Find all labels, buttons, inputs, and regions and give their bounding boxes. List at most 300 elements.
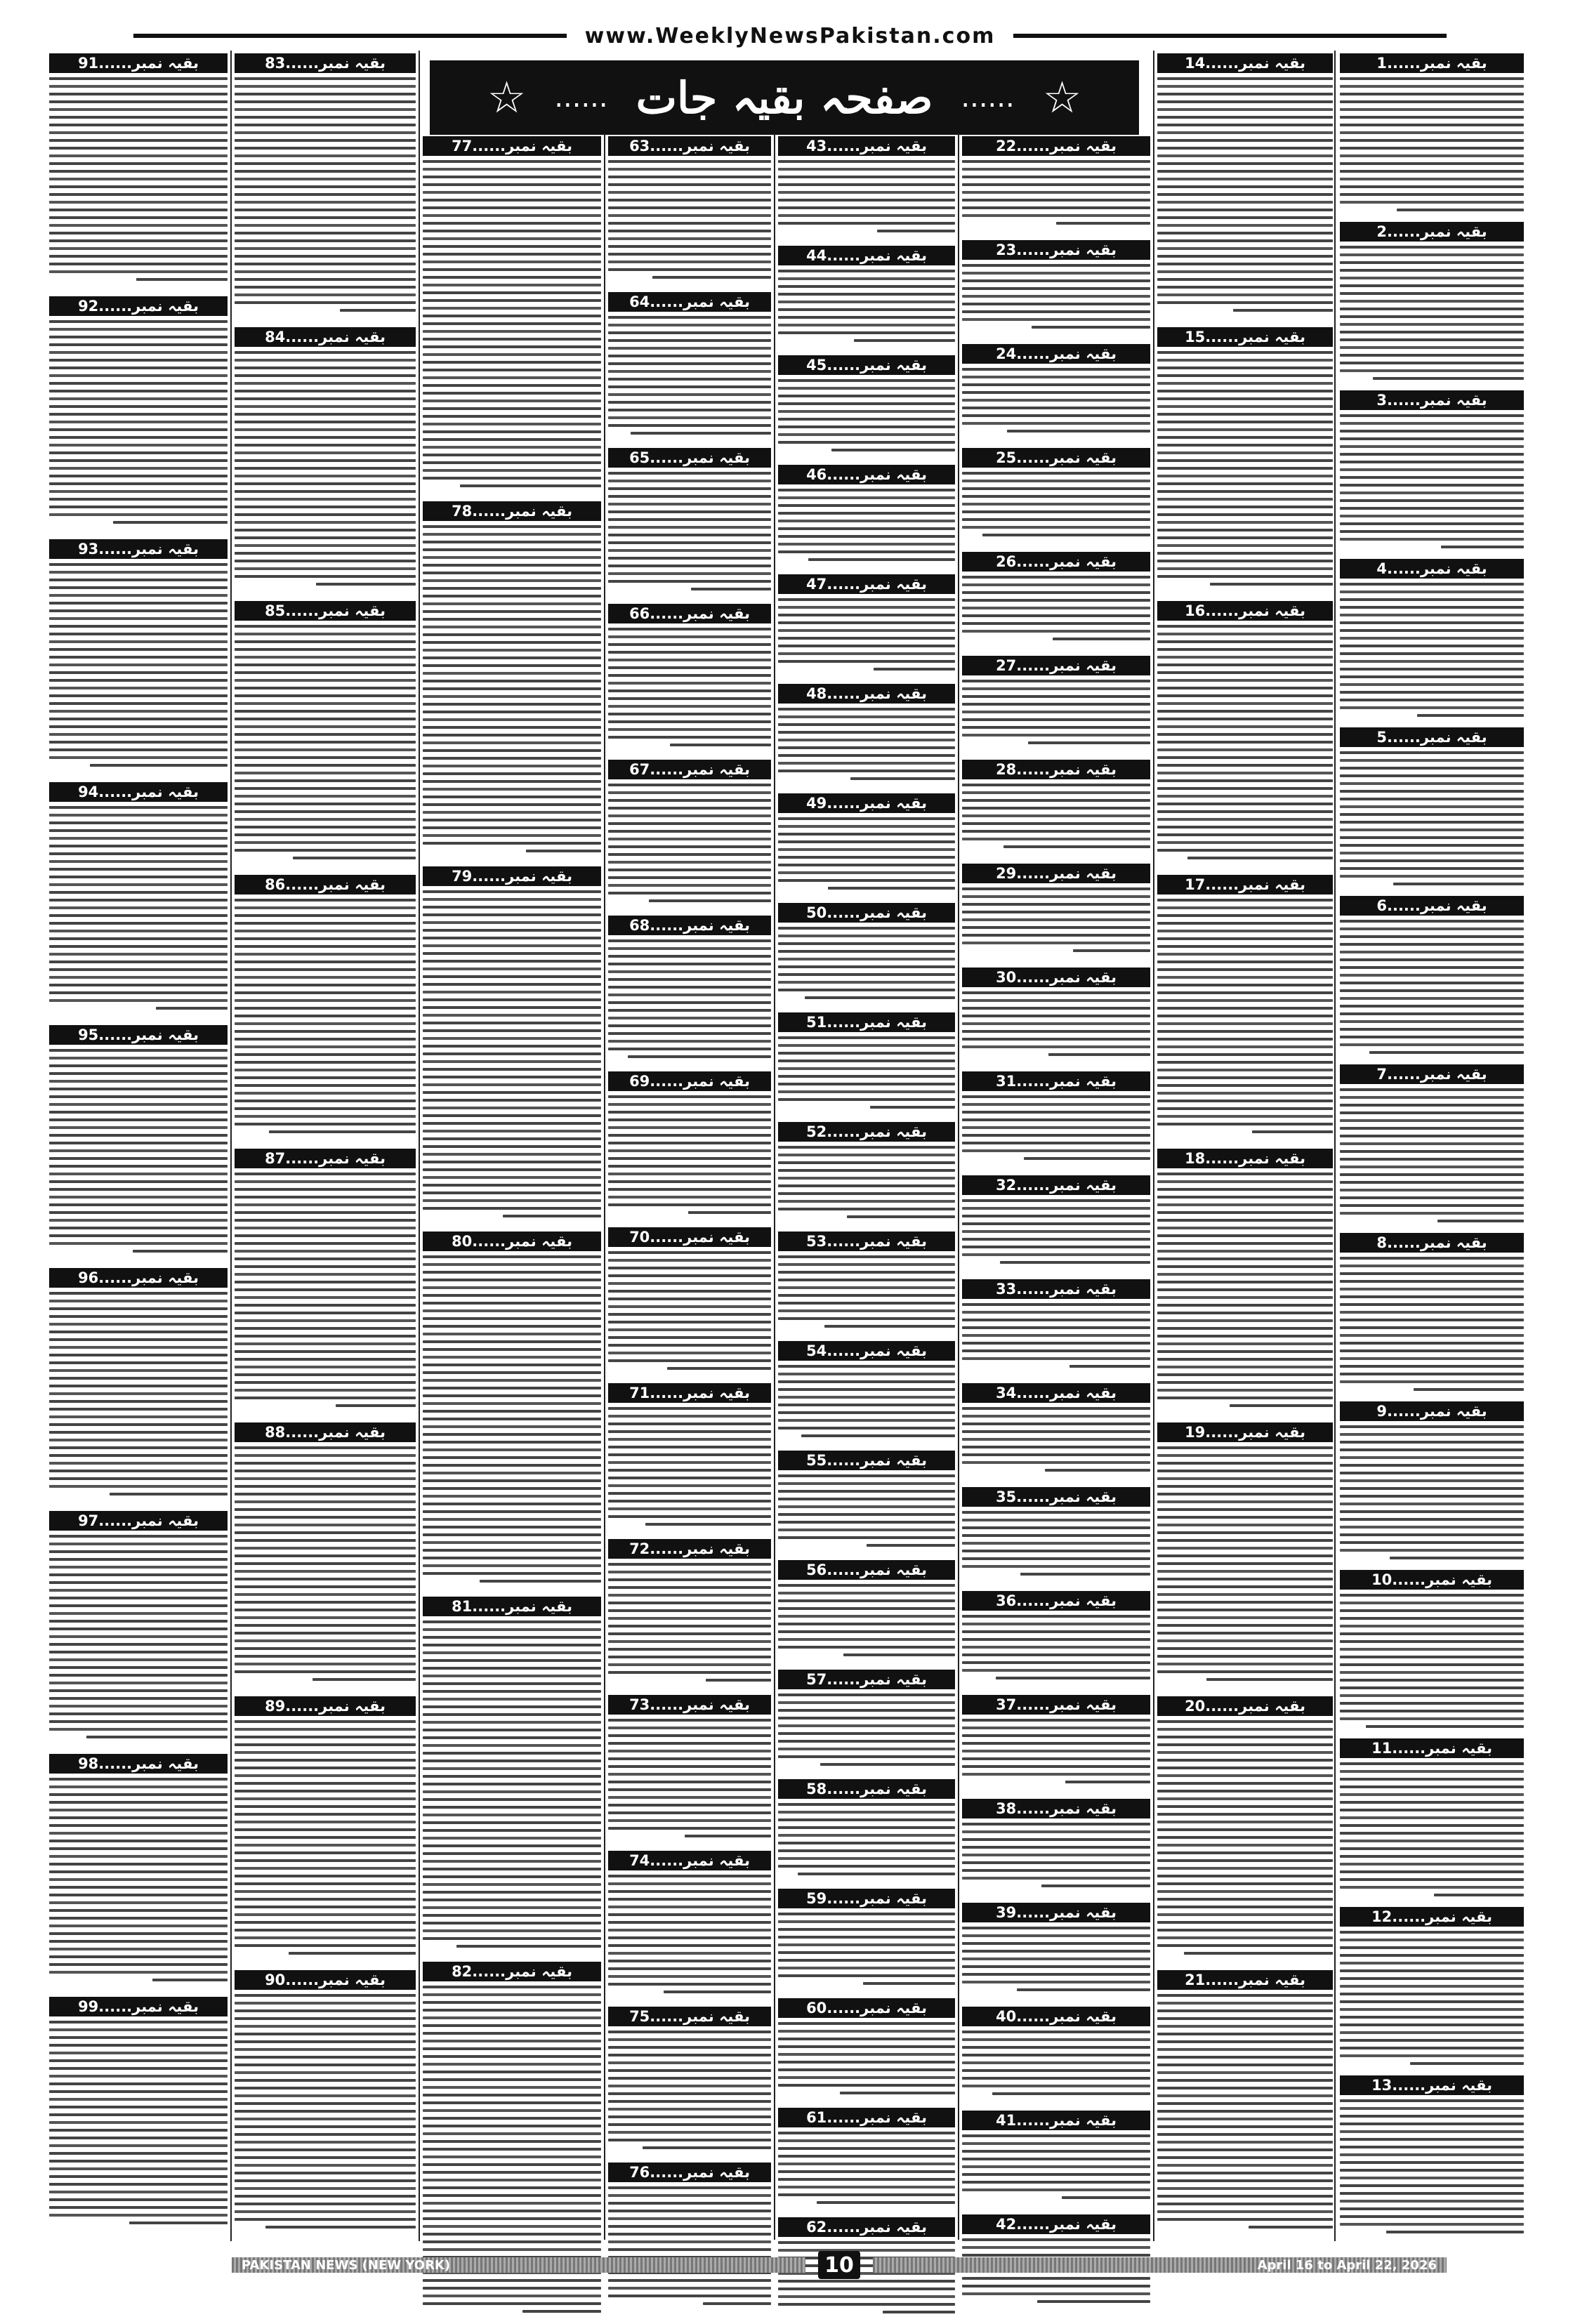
text-line	[608, 2194, 771, 2197]
text-line	[1340, 1096, 1524, 1099]
article-body-text	[962, 1511, 1150, 1576]
continuation-label: بقیہ نمبر......31	[962, 1071, 1150, 1091]
text-line	[608, 799, 771, 802]
text-line	[49, 1292, 228, 1295]
text-line	[778, 206, 955, 209]
text-line	[1340, 1977, 1524, 1980]
text-line	[962, 695, 1150, 698]
text-line	[49, 405, 228, 408]
text-line	[608, 378, 771, 381]
text-line	[235, 787, 416, 790]
text-line	[423, 2055, 601, 2058]
continuation-label: بقیہ نمبر......54	[778, 1341, 955, 1361]
page-number: 10	[818, 2251, 860, 2279]
text-line	[962, 814, 1150, 817]
text-line	[608, 495, 771, 498]
text-line	[778, 1309, 955, 1312]
text-line	[49, 1894, 228, 1896]
text-line	[423, 1821, 601, 1824]
text-line	[49, 1203, 228, 1206]
text-line	[423, 703, 601, 706]
text-line	[1157, 1296, 1333, 1299]
text-line	[608, 1906, 771, 1908]
text-line	[778, 950, 955, 953]
text-line	[235, 1736, 416, 1738]
text-line	[962, 703, 1150, 706]
text-line	[235, 1373, 416, 1376]
text-line	[49, 2121, 228, 2124]
text-line	[1157, 1944, 1333, 1947]
continuation-label: بقیہ نمبر......34	[962, 1383, 1150, 1403]
text-line	[778, 2280, 955, 2283]
continuation-label: بقیہ نمبر......69	[608, 1071, 771, 1091]
continuation-block	[1157, 1967, 1333, 2241]
text-line	[235, 725, 416, 728]
text-line	[423, 1736, 601, 1739]
text-line	[1340, 2153, 1524, 2156]
continuation-block	[1157, 872, 1333, 1146]
text-line	[778, 660, 955, 663]
text-line	[778, 1192, 955, 1195]
text-line	[962, 1965, 1150, 1968]
article-body-text	[49, 563, 228, 767]
column-rule	[419, 51, 420, 2241]
text-line	[49, 1778, 228, 1781]
text-line	[778, 496, 955, 499]
text-line	[423, 1052, 601, 1055]
continuation-label: بقیہ نمبر......7	[1340, 1064, 1524, 1084]
text-line	[608, 1882, 771, 1885]
text-line	[235, 1882, 416, 1885]
website-url[interactable]: www.WeeklyNewsPakistan.com	[584, 23, 996, 48]
text-line	[962, 1957, 1150, 1960]
article-body-text	[49, 1535, 228, 1738]
text-line	[608, 416, 771, 419]
text-line	[1157, 2187, 1333, 2190]
text-line	[423, 2071, 601, 2073]
text-line	[962, 407, 1150, 409]
text-line	[706, 1679, 771, 1682]
continuation-label: بقیہ نمبر......96	[49, 1268, 228, 1288]
text-line	[608, 1484, 771, 1487]
text-line	[1157, 899, 1333, 902]
text-line	[1157, 1805, 1333, 1808]
text-line	[608, 1563, 771, 1566]
text-line	[608, 713, 771, 715]
text-line	[1340, 1357, 1524, 1360]
text-line	[608, 1477, 771, 1479]
text-line	[423, 1698, 601, 1701]
continuation-block	[608, 1380, 771, 1536]
text-line	[778, 1490, 955, 1493]
text-line	[608, 659, 771, 661]
text-line	[423, 1263, 601, 1266]
text-line	[136, 278, 228, 281]
text-line	[778, 191, 955, 194]
text-line	[423, 1628, 601, 1631]
text-line	[608, 876, 771, 879]
text-line	[608, 1274, 771, 1277]
text-line	[113, 521, 228, 524]
text-line	[608, 541, 771, 544]
text-line	[962, 1823, 1150, 1825]
text-line	[235, 270, 416, 273]
text-line	[608, 697, 771, 700]
text-line	[1340, 1809, 1524, 1811]
text-line	[49, 725, 228, 728]
text-line	[962, 2181, 1150, 2184]
text-line	[608, 1975, 771, 1978]
text-line	[1157, 1397, 1333, 1399]
text-line	[423, 1122, 601, 1125]
text-line	[129, 2221, 228, 2224]
continuation-label: بقیہ نمبر......78	[423, 501, 601, 521]
text-line	[778, 864, 955, 866]
text-line	[778, 2076, 955, 2079]
text-line	[778, 176, 955, 178]
continuation-label: بقیہ نمبر......26	[962, 552, 1150, 572]
text-line	[962, 279, 1150, 282]
text-line	[235, 2210, 416, 2213]
text-line	[235, 1462, 416, 1465]
text-line	[962, 206, 1150, 209]
text-line	[1157, 1477, 1333, 1480]
text-line	[110, 1493, 228, 1496]
text-line	[608, 2054, 771, 2056]
text-line	[1157, 849, 1333, 852]
text-line	[235, 748, 416, 751]
article-body-text	[962, 1095, 1150, 1160]
text-line	[608, 2031, 771, 2033]
text-line	[1157, 2203, 1333, 2205]
text-line	[423, 649, 601, 652]
text-line	[503, 1215, 601, 1217]
text-line	[423, 2202, 601, 2205]
continuation-label: بقیہ نمبر......60	[778, 1998, 955, 2018]
text-line	[1340, 2122, 1524, 2125]
text-line	[962, 1342, 1150, 1345]
text-line	[1157, 263, 1333, 265]
text-line	[235, 930, 416, 932]
text-line	[778, 645, 955, 647]
text-line	[608, 1359, 771, 1362]
text-line	[778, 433, 955, 436]
text-line	[423, 1364, 601, 1366]
continuation-block	[778, 681, 955, 791]
text-line	[962, 1134, 1150, 1137]
column-2	[1157, 51, 1333, 2241]
text-line	[235, 1921, 416, 1924]
text-line	[423, 741, 601, 744]
text-line	[608, 1259, 771, 1262]
text-line	[1340, 1878, 1524, 1881]
text-line	[235, 2017, 416, 2020]
article-body-text	[962, 1303, 1150, 1368]
text-line	[962, 1765, 1150, 1768]
text-line	[423, 641, 601, 644]
text-line	[1157, 671, 1333, 674]
text-line	[778, 1959, 955, 1962]
article-body-text	[962, 1719, 1150, 1783]
continuation-block	[423, 1229, 601, 1594]
text-line	[608, 199, 771, 202]
article-body-text	[235, 351, 416, 586]
continuation-block	[608, 1848, 771, 2004]
text-line	[235, 1663, 416, 1665]
text-line	[1157, 968, 1333, 971]
text-line	[235, 922, 416, 925]
text-line	[49, 1188, 228, 1191]
text-line	[1157, 945, 1333, 948]
text-line	[1340, 1036, 1524, 1038]
text-line	[608, 1936, 771, 1939]
text-line	[423, 765, 601, 767]
text-line	[608, 2069, 771, 2072]
text-line	[962, 2142, 1150, 2145]
text-line	[1157, 914, 1333, 917]
text-line	[778, 746, 955, 749]
article-body-text	[49, 1778, 228, 1981]
text-line	[235, 1038, 416, 1041]
text-line	[1003, 845, 1150, 848]
text-line	[49, 876, 228, 878]
text-line	[962, 2038, 1150, 2041]
text-line	[1340, 124, 1524, 126]
text-line	[423, 1495, 601, 1498]
text-line	[877, 230, 955, 232]
text-line	[1340, 422, 1524, 425]
text-line	[778, 817, 955, 820]
continuation-label: بقیہ نمبر......21	[1157, 1970, 1333, 1990]
text-line	[1157, 2148, 1333, 2151]
text-line	[1157, 521, 1333, 524]
text-line	[1157, 2094, 1333, 2097]
text-line	[608, 1336, 771, 1339]
text-line	[778, 160, 955, 163]
text-line	[688, 1211, 771, 1214]
text-line	[962, 1742, 1150, 1745]
text-line	[49, 397, 228, 400]
text-line	[49, 899, 228, 902]
text-line	[1157, 999, 1333, 1002]
text-line	[667, 1367, 771, 1370]
text-line	[235, 2125, 416, 2128]
text-line	[778, 1748, 955, 1750]
text-line	[90, 764, 228, 767]
text-line	[608, 1180, 771, 1183]
text-line	[608, 1048, 771, 1050]
text-line	[49, 2059, 228, 2062]
text-line	[423, 2016, 601, 2019]
text-line	[1340, 1433, 1524, 1436]
text-line	[962, 1045, 1150, 1048]
continuation-label: بقیہ نمبر......17	[1157, 875, 1333, 894]
text-line	[423, 1541, 601, 1544]
text-line	[1340, 782, 1524, 785]
text-line	[1157, 663, 1333, 666]
text-line	[962, 1111, 1150, 1114]
text-line	[235, 833, 416, 836]
text-line	[49, 1103, 228, 1106]
text-line	[1157, 2164, 1333, 2167]
text-line	[423, 757, 601, 760]
article-body-text	[608, 1095, 771, 1214]
masthead-rule-right	[1013, 34, 1447, 38]
continuation-label: بقیہ نمبر......55	[778, 1451, 955, 1470]
text-line	[608, 2061, 771, 2064]
text-line	[1157, 1774, 1333, 1777]
text-line	[1340, 354, 1524, 357]
text-line	[49, 1878, 228, 1881]
continuation-block	[608, 133, 771, 289]
text-line	[1157, 1790, 1333, 1792]
continuation-block	[962, 861, 1150, 965]
text-line	[1157, 640, 1333, 643]
text-line	[423, 1317, 601, 1320]
continuation-label: بقیہ نمبر......28	[962, 760, 1150, 779]
text-line	[1340, 1303, 1524, 1306]
text-line	[49, 178, 228, 180]
text-line	[962, 1142, 1150, 1144]
text-line	[235, 702, 416, 705]
text-line	[235, 1616, 416, 1619]
text-line	[608, 1422, 771, 1425]
text-line	[235, 1875, 416, 1877]
text-line	[49, 1446, 228, 1449]
text-line	[1157, 490, 1333, 493]
text-line	[778, 723, 955, 726]
text-line	[608, 978, 771, 981]
text-line	[778, 1967, 955, 1969]
text-line	[608, 807, 771, 810]
text-line	[235, 756, 416, 759]
text-line	[423, 253, 601, 256]
text-line	[235, 1061, 416, 1064]
text-line	[423, 415, 601, 418]
text-line	[1340, 1280, 1524, 1283]
text-line	[49, 1535, 228, 1538]
text-line	[49, 640, 228, 643]
text-line	[49, 2144, 228, 2147]
article-body-text	[778, 2132, 955, 2204]
continuation-block	[962, 1173, 1150, 1276]
text-line	[1157, 1562, 1333, 1565]
text-line	[235, 100, 416, 103]
text-line	[1340, 943, 1524, 946]
text-line	[1157, 421, 1333, 423]
text-line	[423, 446, 601, 449]
text-line	[235, 1562, 416, 1565]
text-line	[1157, 1828, 1333, 1831]
text-line	[49, 1643, 228, 1646]
text-line	[608, 2210, 771, 2212]
text-line	[962, 999, 1150, 1002]
text-line	[608, 1305, 771, 1308]
text-line	[962, 718, 1150, 721]
text-line	[1340, 1104, 1524, 1107]
text-line	[1157, 1539, 1333, 1542]
continuation-label: بقیہ نمبر......25	[962, 448, 1150, 468]
text-line	[962, 1927, 1150, 1929]
text-line	[1386, 2231, 1525, 2233]
text-line	[1340, 1993, 1524, 1995]
text-line	[1157, 1547, 1333, 1550]
text-line	[1233, 309, 1334, 312]
text-line	[423, 369, 601, 371]
text-line	[608, 1492, 771, 1495]
text-line	[235, 131, 416, 134]
text-line	[608, 2085, 771, 2087]
continuation-label: بقیہ نمبر......32	[962, 1175, 1150, 1195]
text-line	[423, 2155, 601, 2158]
text-line	[49, 506, 228, 508]
text-line	[1366, 1725, 1524, 1728]
text-line	[49, 1948, 228, 1950]
text-line	[235, 1196, 416, 1199]
text-line	[962, 2054, 1150, 2056]
text-line	[423, 991, 601, 993]
text-line	[1157, 1350, 1333, 1353]
text-line	[778, 2022, 955, 2025]
text-line	[1340, 1005, 1524, 1008]
text-line	[608, 1203, 771, 1206]
continuation-label: بقیہ نمبر......11	[1340, 1738, 1524, 1758]
text-line	[49, 1909, 228, 1912]
text-line	[778, 708, 955, 711]
continuation-block	[962, 1796, 1150, 1900]
text-line	[778, 1599, 955, 1602]
text-line	[235, 1211, 416, 1214]
text-line	[235, 1782, 416, 1785]
text-line	[608, 1001, 771, 1004]
article-body-text	[1157, 1994, 1333, 2229]
text-line	[1340, 185, 1524, 188]
continuation-block	[962, 653, 1150, 757]
continuation-label: بقیہ نمبر......85	[235, 601, 416, 621]
text-line	[235, 567, 416, 570]
text-line	[1340, 920, 1524, 923]
text-line	[608, 635, 771, 638]
column-7	[235, 51, 416, 2241]
text-line	[608, 784, 771, 786]
text-line	[608, 2240, 771, 2243]
text-line	[1020, 1573, 1150, 1576]
text-line	[608, 1032, 771, 1035]
text-line	[1157, 2110, 1333, 2113]
text-line	[1340, 1946, 1524, 1949]
text-line	[1340, 790, 1524, 793]
text-line	[1340, 2039, 1524, 2042]
text-line	[1340, 1710, 1524, 1712]
text-line	[423, 579, 601, 582]
text-line	[608, 1407, 771, 1410]
text-line	[608, 1727, 771, 1729]
text-line	[608, 1734, 771, 1737]
text-line	[423, 1675, 601, 1677]
text-line	[49, 2075, 228, 2078]
text-line	[1157, 536, 1333, 539]
text-line	[423, 1191, 601, 1194]
text-line	[778, 489, 955, 491]
text-line	[1157, 1493, 1333, 1496]
text-line	[1340, 1632, 1524, 1635]
text-line	[608, 1188, 771, 1191]
text-line	[608, 401, 771, 404]
text-line	[423, 906, 601, 909]
text-line	[608, 1983, 771, 1986]
text-line	[1157, 575, 1333, 578]
text-line	[423, 1076, 601, 1078]
